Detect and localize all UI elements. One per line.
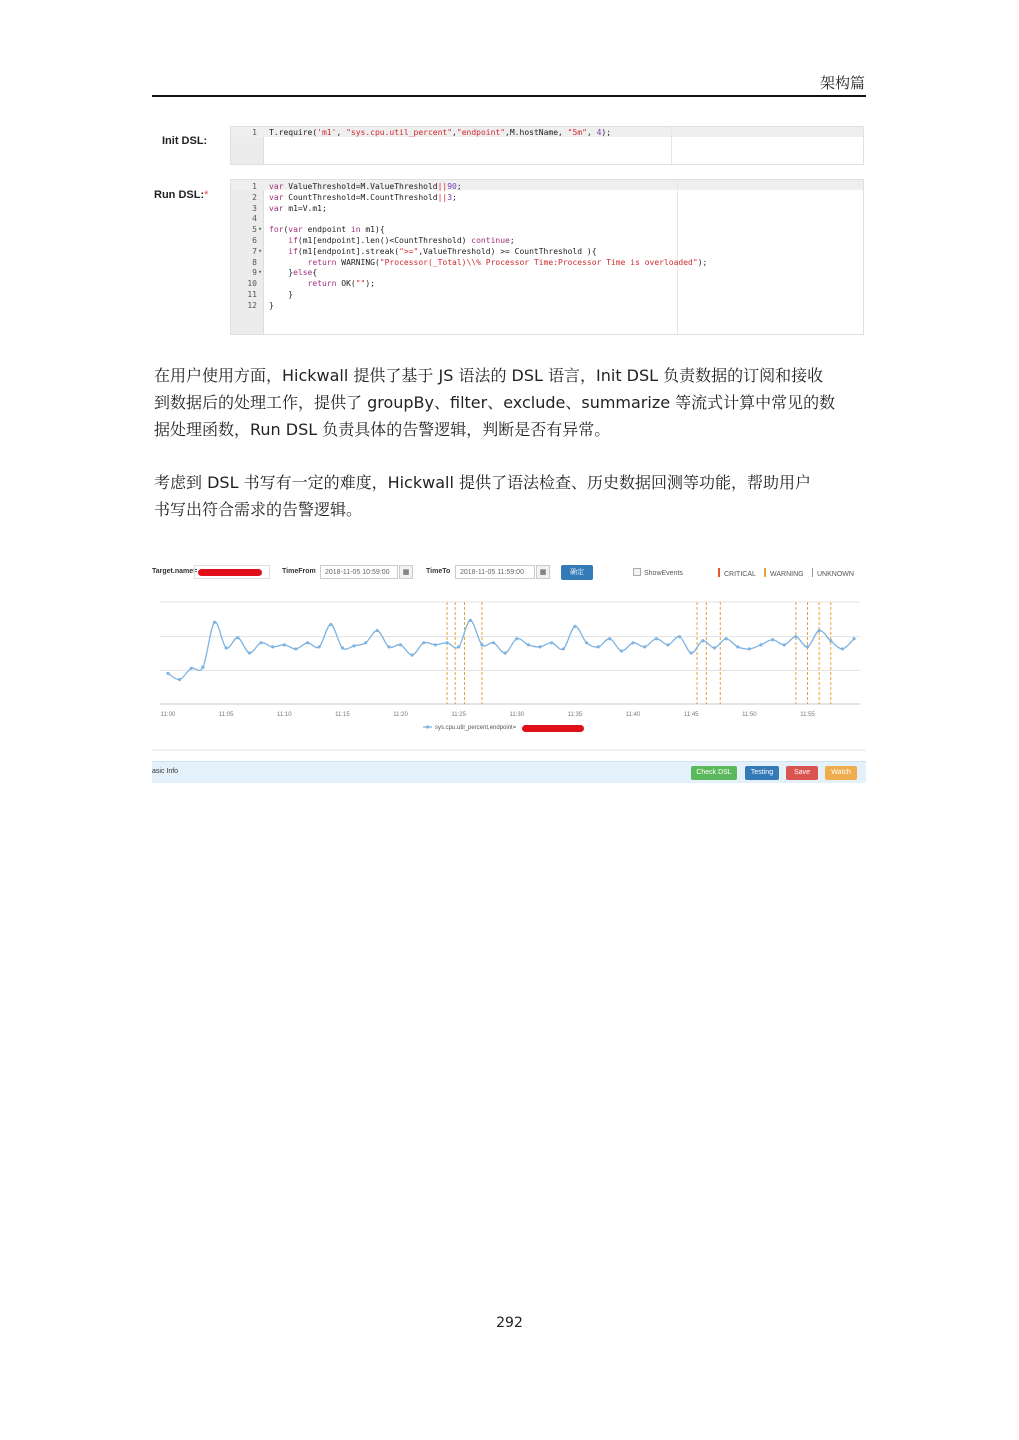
- x-tick-label: 11:45: [683, 712, 699, 718]
- data-point: [794, 635, 797, 638]
- data-point: [736, 645, 739, 648]
- data-point: [701, 639, 704, 642]
- code-text: var ValueThreshold=M.ValueThreshold||90;: [269, 182, 462, 191]
- show-events-label: ShowEvents: [644, 570, 683, 577]
- code-text: var m1=V.m1;: [269, 203, 327, 213]
- x-tick-label: 11:30: [509, 712, 525, 718]
- data-point: [236, 636, 239, 639]
- data-point: [492, 641, 495, 644]
- data-point: [399, 643, 402, 646]
- code-text: return WARNING("Processor(_Total)\\% Processor Time:Processor Time is overloaded");: [307, 257, 708, 267]
- data-point: [597, 645, 600, 648]
- data-point: [573, 625, 576, 628]
- basic-info-bar: [152, 761, 866, 783]
- data-point: [178, 678, 181, 681]
- run-dsl-label: [154, 189, 208, 201]
- line-number: 4: [252, 214, 257, 224]
- code-line[interactable]: [231, 300, 863, 311]
- code-line[interactable]: [231, 289, 863, 300]
- paragraph-line: 在用户使用方面，Hickwall 提供了基于 JS 语法的 DSL 语言，Init DSL 负责数据的订阅和接收: [154, 366, 824, 385]
- x-tick-label: 11:25: [451, 712, 466, 718]
- chart-panel: [152, 558, 866, 782]
- fold-arrow-icon[interactable]: ▾: [258, 225, 263, 234]
- data-point: [655, 637, 658, 640]
- header-title: 架构篇: [819, 74, 865, 92]
- data-point: [631, 641, 634, 644]
- data-point: [829, 639, 832, 642]
- data-point: [190, 667, 193, 670]
- code-line[interactable]: [231, 127, 863, 138]
- basic-info-label: asic Info: [152, 768, 179, 775]
- line-number: 5: [252, 225, 257, 235]
- data-point: [387, 645, 390, 648]
- data-point: [666, 643, 669, 646]
- code-text: return OK("");: [307, 279, 375, 289]
- page-number: 292: [496, 1315, 523, 1331]
- data-point: [457, 645, 460, 648]
- data-point: [783, 643, 786, 646]
- code-line[interactable]: [231, 257, 863, 268]
- testing-button[interactable]: Testing: [745, 766, 779, 780]
- paragraph-line: 据处理函数，Run DSL 负责具体的告警逻辑，判断是否有异常。: [154, 420, 611, 439]
- legend-series-name: sys.cpu.util_percent,endpoint=: [435, 725, 517, 731]
- data-point: [690, 651, 693, 654]
- data-point: [166, 672, 169, 675]
- line-number: 1: [252, 182, 257, 191]
- time-to-label: TimeTo: [426, 568, 451, 575]
- data-point: [259, 641, 262, 644]
- data-point: [818, 629, 821, 632]
- time-from-calendar-icon[interactable]: ▦: [399, 565, 413, 579]
- time-from-input[interactable]: 2018-11-05 10:59:00: [320, 565, 398, 579]
- data-point: [480, 643, 483, 646]
- data-point: [643, 645, 646, 648]
- data-point: [550, 641, 553, 644]
- x-tick-label: 11:00: [160, 712, 176, 718]
- data-point: [538, 645, 541, 648]
- data-point: [725, 637, 728, 640]
- code-text: var CountThreshold=M.CountThreshold||3;: [269, 192, 457, 202]
- chart-legend-redaction: [522, 725, 584, 732]
- code-line[interactable]: [231, 267, 863, 278]
- data-point: [713, 646, 716, 649]
- data-point: [469, 619, 472, 622]
- legend-critical: [718, 568, 756, 578]
- unknown-marker-icon: [812, 568, 813, 577]
- code-text: }else{: [269, 268, 318, 278]
- code-text: }: [269, 300, 274, 310]
- x-tick-label: 11:40: [625, 712, 641, 718]
- code-text: if(m1[endpoint].len()<CountThreshold) continue;: [288, 236, 515, 245]
- data-point: [306, 641, 309, 644]
- data-point: [445, 641, 448, 644]
- fold-arrow-icon[interactable]: ▾: [258, 268, 263, 277]
- paragraph-dsl-usage: [154, 362, 866, 443]
- time-to-input[interactable]: 2018-11-05 11:59:00: [455, 565, 535, 579]
- legend-critical-label: CRITICAL: [724, 571, 756, 578]
- code-text: T.require('m1', "sys.cpu.util_percent","endpoint",M.hostName, "5m", 4);: [269, 128, 612, 137]
- code-line[interactable]: [231, 224, 863, 235]
- data-point: [759, 643, 762, 646]
- data-point: [271, 645, 274, 648]
- x-tick-label: 11:55: [800, 712, 815, 718]
- required-mark: *: [204, 189, 209, 201]
- x-tick-label: 11:35: [567, 712, 583, 718]
- warning-marker-icon: [764, 568, 766, 577]
- x-tick-label: 11:15: [335, 712, 350, 718]
- data-point: [329, 623, 332, 626]
- paragraph-line: 到数据后的处理工作，提供了 groupBy、filter、exclude、summarize 等流式计算中常见的数: [154, 393, 836, 412]
- legend-unknown-label: UNKNOWN: [817, 571, 854, 578]
- data-point: [376, 629, 379, 632]
- code-text: if(m1[endpoint].streak(">=",ValueThreshold) >= CountThreshold ){: [288, 246, 597, 256]
- data-point: [748, 647, 751, 650]
- checkbox-icon: [633, 568, 641, 576]
- header-rule: [152, 95, 866, 97]
- init-dsl-editor[interactable]: [230, 126, 864, 165]
- show-events-checkbox[interactable]: [633, 568, 683, 577]
- target-name-input[interactable]: [194, 565, 270, 579]
- line-number: 7: [252, 246, 257, 256]
- critical-marker-icon: [718, 568, 720, 577]
- check-dsl-button[interactable]: Check DSL: [691, 766, 737, 780]
- time-from-label: TimeFrom: [282, 568, 316, 575]
- line-number: 12: [247, 300, 257, 310]
- data-point: [608, 637, 611, 640]
- data-point: [562, 647, 565, 650]
- code-line[interactable]: [231, 203, 863, 214]
- code-line[interactable]: [231, 192, 863, 203]
- x-tick-label: 11:05: [218, 712, 234, 718]
- data-point: [806, 645, 809, 648]
- paragraph-line: 书写出符合需求的告警逻辑。: [154, 500, 363, 519]
- line-number: 8: [252, 257, 257, 267]
- time-to-calendar-icon[interactable]: ▦: [536, 565, 550, 579]
- paragraph-line: 考虑到 DSL 书写有一定的难度，Hickwall 提供了语法检查、历史数据回测等功能，帮助用户: [154, 473, 811, 492]
- line-number: 3: [252, 203, 257, 213]
- code-text: }: [269, 290, 294, 299]
- code-line[interactable]: [231, 246, 863, 257]
- legend-dot-icon: [426, 725, 429, 728]
- data-point: [352, 644, 355, 647]
- cpu-line-chart: [152, 596, 866, 786]
- line-number: 6: [252, 236, 257, 245]
- line-number: 10: [247, 279, 257, 289]
- save-button[interactable]: Save: [786, 766, 818, 780]
- legend-unknown: [812, 568, 854, 578]
- run-dsl-label-text: Run DSL:: [154, 189, 205, 201]
- data-point: [504, 651, 507, 654]
- data-point: [213, 621, 216, 624]
- x-tick-label: 11:10: [276, 712, 292, 718]
- data-point: [283, 643, 286, 646]
- data-point: [841, 647, 844, 650]
- data-point: [294, 647, 297, 650]
- code-line[interactable]: [231, 213, 863, 224]
- line-number: 9: [252, 268, 257, 278]
- data-point: [225, 646, 228, 649]
- legend-warning-label: WARNING: [770, 571, 804, 578]
- x-tick-label: 11:20: [393, 712, 408, 718]
- data-point: [411, 653, 414, 656]
- watch-button[interactable]: Watch: [825, 766, 857, 780]
- data-point: [422, 641, 425, 644]
- line-number: 2: [252, 192, 257, 202]
- data-point: [585, 641, 588, 644]
- data-point: [201, 666, 204, 669]
- target-name-label: Target.name=: [152, 568, 198, 575]
- fold-arrow-icon[interactable]: ▾: [258, 246, 263, 255]
- line-number: 11: [247, 290, 257, 299]
- data-point: [678, 635, 681, 638]
- legend-warning: [764, 568, 804, 578]
- code-text: for(var endpoint in m1){: [269, 225, 385, 235]
- x-tick-label: 11:50: [742, 712, 757, 718]
- data-point: [620, 649, 623, 652]
- paragraph-dsl-tools: [154, 469, 866, 523]
- run-dsl-editor[interactable]: [230, 179, 864, 335]
- data-point: [771, 638, 774, 641]
- line-number: 1: [252, 128, 257, 137]
- code-line[interactable]: [231, 278, 863, 289]
- data-point: [852, 637, 855, 640]
- data-point: [515, 637, 518, 640]
- data-point: [527, 643, 530, 646]
- data-point: [341, 646, 344, 649]
- init-dsl-label: Init DSL:: [162, 135, 208, 147]
- data-point: [318, 645, 321, 648]
- confirm-button[interactable]: 确定: [561, 565, 593, 580]
- data-point: [364, 641, 367, 644]
- data-point: [434, 643, 437, 646]
- code-line[interactable]: [231, 235, 863, 246]
- code-line[interactable]: [231, 181, 863, 192]
- data-point: [248, 651, 251, 654]
